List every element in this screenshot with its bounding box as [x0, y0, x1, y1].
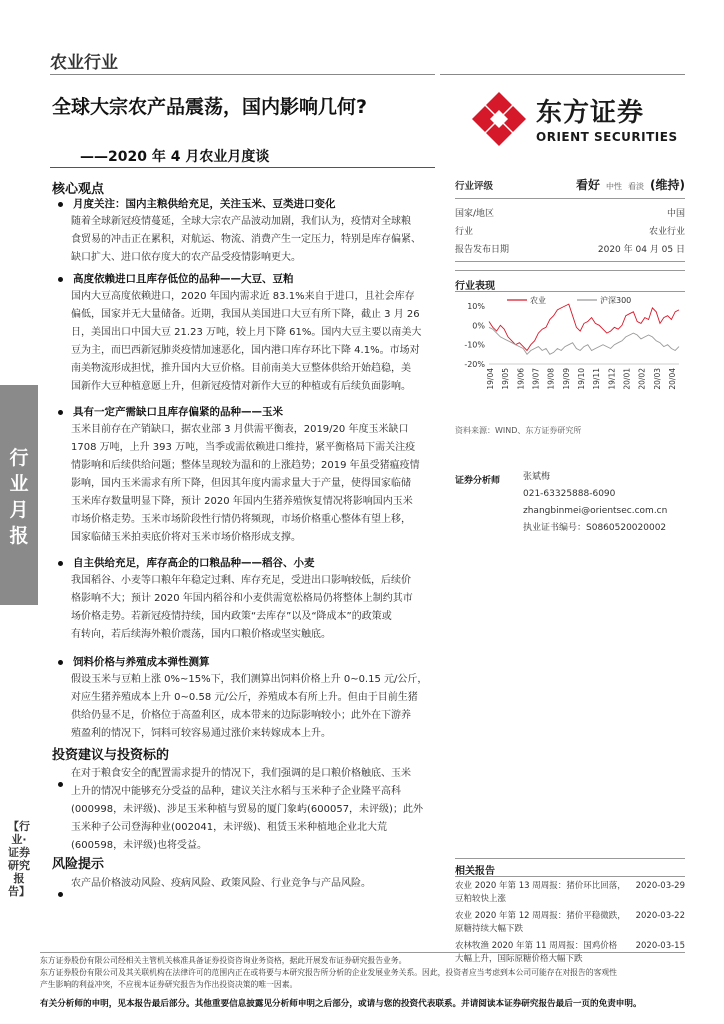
- para-line: (600598，未评级)也将受益。: [71, 840, 207, 851]
- para-line: 食贸易的冲击正在累积，对航运、物流、消费产生一定压力，特别是库存偏紧、: [71, 234, 421, 245]
- rating-maintain: (维持): [650, 178, 685, 192]
- para-line: 南美物流形成担忧，推升国内大豆价格。目前南美大豆整体供给开始趋稳，美: [71, 363, 411, 374]
- risk-heading: 风险提示: [52, 857, 105, 872]
- related-item-title: 农林牧渔 2020 年第 11 周周报：国鸡价格: [455, 941, 618, 951]
- para-line: 格影响不大；预计 2020 年国内稻谷和小麦供需宽松格局仍将整体上制约其市: [71, 593, 413, 604]
- core-item-title: [58, 555, 315, 570]
- invest-bullet: [58, 772, 63, 791]
- x-tick-label: 19/06: [516, 368, 526, 390]
- report-subtitle: ——2020 年 4 月农业月度谈: [80, 149, 270, 165]
- rating-row-value: 农业行业: [648, 227, 685, 237]
- analyst-email[interactable]: zhangbinmei@orientsec.com.cn: [523, 506, 668, 516]
- logo-text-cn: 东方证券: [536, 98, 645, 128]
- y-tick-label: 10%: [467, 302, 485, 311]
- para-line: 缺口扩大、进口依存度大的农产品受疫情影响更大。: [71, 252, 301, 263]
- legend-label: 农业: [530, 296, 546, 305]
- core-item-title-text: 具有一定产需缺口且库存偏紧的品种——玉米: [73, 406, 283, 418]
- para-line: 玉米种子公司登海种业(002041，未评级)、租赁玉米种植地企业北大荒: [71, 822, 387, 833]
- para-line: 国新作大豆种植意愿上升，但新冠疫情对新作大豆的种植或有后续负面影响。: [71, 381, 411, 392]
- series-line: [489, 327, 679, 354]
- para-line: 偏低，国家并无大量储备。近期，我国从美国进口大豆有所下降，截止 3 月 26: [71, 309, 420, 320]
- company-logo: [470, 88, 680, 150]
- related-title: 相关报告: [455, 866, 495, 877]
- x-tick-label: 19/04: [486, 368, 495, 390]
- para-line: 玉米库存数量明显下降，预计 2020 年国内生猪养殖恢复情况将影响国内玉米: [71, 496, 413, 507]
- logo-mark-icon: [470, 90, 528, 148]
- para-line: 国家临储玉米拍卖底价将对玉米市场价格形成支撑。: [71, 532, 301, 543]
- industry-label: 农业行业: [50, 53, 118, 73]
- rating-neutral: 中性: [606, 182, 623, 191]
- para-line: 假设玉米与豆粕上涨 0%~15%下，我们测算出饲料价格上升 0~0.15 元/公斤，: [71, 674, 428, 685]
- footer-notice: 有关分析师的申明，见本报告最后部分。其他重要信息披露见分析师申明之后部分，或请与您的投资代表联系。并请阅读本证券研究报告最后一页的免责申明。: [40, 999, 642, 1009]
- rating-row-value: 2020 年 04 月 05 日: [597, 245, 685, 255]
- related-item-title-cont: 豆粕较快上涨: [455, 894, 507, 904]
- side-tab-text: 行业月报: [9, 447, 29, 547]
- chart-source: 资料来源：WIND、东方证券研究所: [455, 426, 582, 435]
- core-item-title: [58, 196, 336, 211]
- related-top-rule: [455, 858, 685, 859]
- core-item-body: [71, 572, 443, 644]
- header-divider: [50, 74, 435, 75]
- para-line: 国内大豆高度依赖进口，2020 年国内需求近 83.1%来自于进口，且社会库存: [71, 291, 415, 302]
- related-list: [455, 880, 685, 966]
- performance-chart: [455, 292, 685, 410]
- x-tick-label: 19/05: [501, 368, 511, 390]
- invest-body: [71, 765, 443, 855]
- related-item[interactable]: [455, 910, 685, 923]
- para-line: 玉米目前存在产销缺口，据农业部 3 月供需平衡表，2019/20 年度玉米缺口: [71, 424, 409, 435]
- core-heading: 核心观点: [52, 182, 105, 197]
- related-item-date: 2020-03-15: [635, 941, 685, 951]
- rating-bearish: 看淡: [628, 182, 645, 191]
- x-tick-label: 20/04: [668, 368, 677, 390]
- rating-row: [455, 242, 685, 255]
- core-item-title-text: 自主供给充足，库存高企的口粮品种——稻谷、小麦: [73, 557, 315, 569]
- para-line: 影响，国内玉米需求有所下降，但因其年度内需求量大于产量，使得国家临储: [71, 478, 411, 489]
- para-line: 我国稻谷、小麦等口粮年年稳定过剩、库存充足，受进出口影响较低，后续价: [71, 575, 411, 586]
- core-item-title-text: 饲料价格与养殖成本弹性测算: [73, 656, 210, 668]
- bullet-icon: [58, 660, 63, 665]
- para-line: 随着全球新冠疫情蔓延，全球大宗农产品波动加剧，我们认为，疫情对全球粮: [71, 216, 411, 227]
- x-tick-label: 19/09: [561, 368, 571, 390]
- related-item-title-cont: 大幅上升，国际原糖价格大幅下跌: [455, 954, 583, 964]
- analyst-phone: 021-63325888-6090: [523, 489, 616, 499]
- para-line: 对应生猪养殖成本上升 0~0.58 元/公斤，养殖成本有所上升。但由于目前生猪: [71, 692, 418, 703]
- logo-text-en: ORIENT SECURITIES: [536, 130, 678, 144]
- para-line: 上升的情况中能够充分受益的品种，建议关注水稻与玉米种子企业隆平高科: [71, 786, 401, 797]
- footer-disclaimer: [40, 955, 685, 991]
- para-line: 在对于粮食安全的配置需求提升的情况下，我们强调的是口粮价格触底、玉米: [71, 768, 411, 779]
- related-item-date: 2020-03-22: [635, 911, 685, 921]
- core-item-body: [71, 671, 443, 743]
- rating-divider: [455, 261, 685, 262]
- bullet-icon: [58, 277, 63, 282]
- analyst-label: 证券分析师: [455, 476, 501, 486]
- para-line: 供给仍显不足，价格位于高盈利区，成本带来的边际影响较小；此外在下游养: [71, 710, 411, 721]
- para-line: 情影响和后续供给问题；整体呈现较为温和的上涨趋势；2019 年虽受猪瘟疫情: [71, 460, 420, 471]
- para-line: 殖盈利的情况下，饲料可较容易通过涨价来转嫁成本上升。: [71, 728, 331, 739]
- risk-body: 农产品价格波动风险、疫病风险、政策风险、行业竞争与产品风险。: [71, 878, 371, 889]
- core-item-title: [58, 271, 294, 286]
- related-item-title: 农业 2020 年第 13 周周报：猪价环比回落，: [455, 881, 626, 891]
- analyst-name: 张斌梅: [523, 472, 551, 482]
- core-item-body: [71, 288, 443, 396]
- core-item-title: [58, 654, 210, 669]
- related-item-date: 2020-03-29: [635, 881, 685, 891]
- para-line: 有转向，若后续海外粮价震荡，国内口粮价格或坚实触底。: [71, 629, 331, 640]
- footer-rule: [40, 952, 685, 953]
- rating-row: [455, 206, 685, 219]
- para-line: 市场价格走势。玉米市场阶段性行情仍将频现，市场价格重心整体有望上移，: [71, 514, 411, 525]
- title-divider: [50, 167, 435, 168]
- para-line: 1708 万吨，上升 393 万吨，当季或需依赖进口维持，紧平衡格局下需关注疫: [71, 442, 416, 453]
- series-line: [489, 304, 679, 350]
- y-tick-label: -20%: [464, 360, 485, 369]
- x-tick-label: 19/08: [546, 368, 556, 390]
- bullet-icon: [58, 561, 63, 566]
- rating-row-key: 国家/地区: [455, 209, 495, 219]
- bullet-icon: [58, 410, 63, 415]
- x-tick-label: 19/10: [577, 368, 586, 390]
- related-rule: [455, 876, 685, 877]
- bullet-icon: [58, 782, 63, 787]
- header-divider-right: [440, 74, 685, 75]
- footer-line: 产生影响的利益冲突，不应视本证券研究报告为作出投资决策的唯一因素。: [40, 980, 298, 989]
- para-line: 豆为主，而巴西新冠肺炎疫情加速恶化，国内港口库存环比下降 4.1%。市场对: [71, 345, 420, 356]
- rating-row-key: 报告发布日期: [455, 245, 510, 255]
- related-item-title-cont: 原糖持续大幅下跌: [455, 924, 524, 934]
- para-line: 日，美国出口中国大豆 21.23 万吨，较上月下降 61%。国内大豆主要以南美大: [71, 327, 422, 338]
- rating-label: 行业评级: [455, 181, 494, 192]
- rating-value: 看好: [576, 178, 601, 192]
- x-tick-label: 19/11: [592, 368, 602, 390]
- rating-box: [455, 170, 685, 262]
- y-tick-label: -10%: [464, 340, 485, 350]
- x-tick-label: 19/12: [607, 368, 617, 390]
- related-item-title: 农业 2020 年第 12 周周报：猪价平稳微跌，: [455, 911, 626, 921]
- para-line: 场价格走势。若新冠疫情持续，国内政策“去库存”以及“降成本”的政策或: [71, 611, 392, 622]
- report-title: 全球大宗农产品震荡，国内影响几何?: [52, 96, 368, 118]
- y-tick-label: 0%: [472, 321, 485, 331]
- analyst-block: [455, 473, 685, 537]
- core-item-title-text: 高度依赖进口且库存低位的品种——大豆、豆粕: [73, 273, 294, 285]
- footer-line: 东方证券股份有限公司及其关联机构在法律许可的范围内正在或将要与本研究报告所分析的企业发展业务关系。因此，投资者应当考虑到本公司可能存在对报告的客观性: [40, 968, 617, 977]
- core-item-body: [71, 213, 443, 267]
- bullet-icon: [58, 892, 63, 897]
- rating-row-key: 行业: [455, 227, 474, 237]
- para-line: (000998，未评级)、涉足玉米种植与贸易的厦门象屿(600057，未评级)；此外: [71, 804, 423, 815]
- core-item-title: [58, 404, 283, 419]
- side-vertical-label: 【行业·证券研究报告】: [8, 820, 30, 898]
- invest-heading: 投资建议与投资标的: [52, 748, 170, 763]
- related-item[interactable]: [455, 880, 685, 893]
- perf-top-rule: [455, 270, 685, 271]
- core-item-title-text: 月度关注：国内主粮供给充足，关注玉米、豆类进口变化: [73, 198, 336, 210]
- bullet-icon: [58, 202, 63, 207]
- side-tab: [0, 385, 38, 605]
- risk-bullet: [58, 882, 63, 901]
- x-tick-label: 20/03: [652, 368, 662, 390]
- x-tick-label: 19/07: [531, 368, 541, 390]
- rating-divider: [455, 198, 685, 199]
- rating-row-value: 中国: [666, 209, 685, 219]
- performance-title: 行业表现: [455, 281, 495, 292]
- x-tick-label: 20/01: [622, 368, 632, 390]
- rating-row: [455, 224, 685, 237]
- legend-label: 沪深300: [600, 296, 632, 305]
- core-item-body: [71, 421, 443, 547]
- analyst-cert: 执业证书编号：S0860520020002: [523, 523, 667, 533]
- x-tick-label: 20/02: [637, 368, 647, 390]
- footer-line: 东方证券股份有限公司经相关主管机关核准具备证券投资咨询业务资格，据此开展发布证券研究报告业务。: [40, 956, 407, 965]
